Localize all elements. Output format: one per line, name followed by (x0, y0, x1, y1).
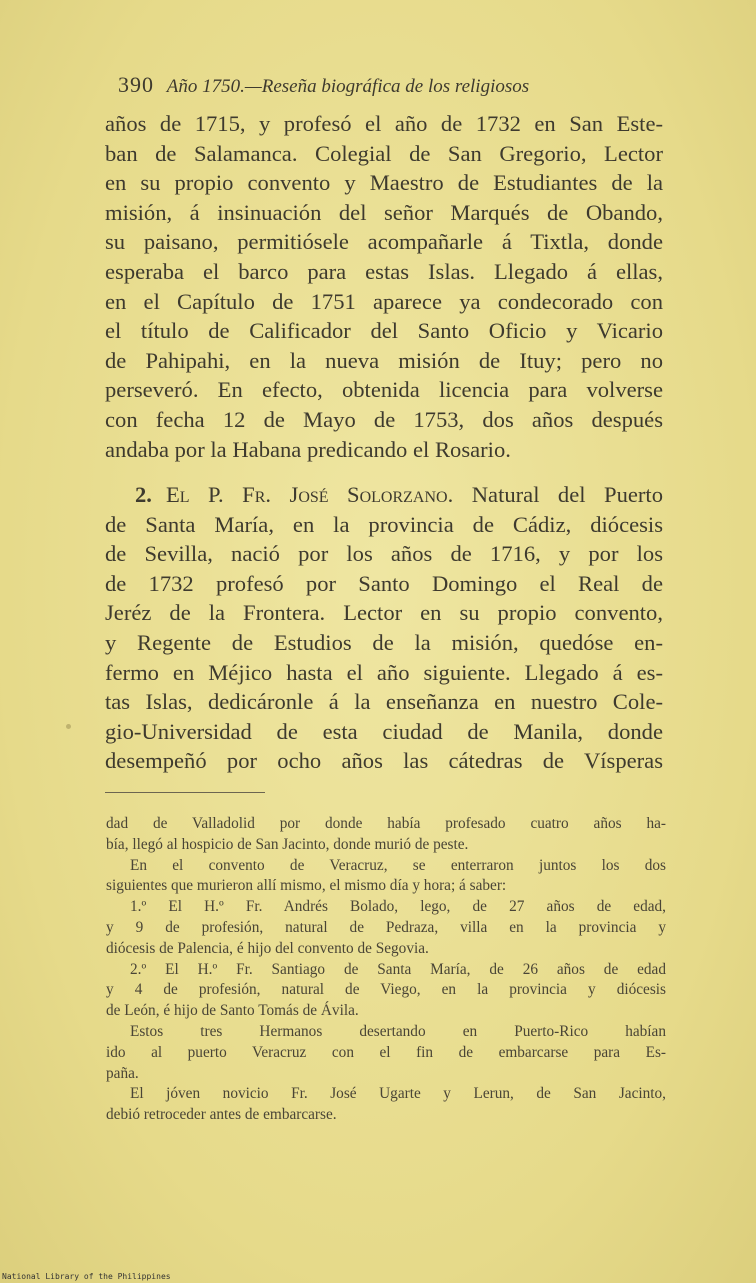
margin-mark (66, 724, 71, 729)
footnote-line: y 9 de profesión, natural de Pedraza, villa en la provincia y (106, 918, 666, 936)
footnote-line: siguientes que murieron allí mismo, el mismo día y hora; á saber: (106, 877, 507, 895)
text-line: años de 1715, y profesó el año de 1732 en San Este- (105, 111, 663, 136)
text-line: su paisano, permitiósele acompañarle á Tixtla, donde (105, 229, 663, 255)
footnotes (106, 814, 666, 1126)
entry-number: 2. (135, 482, 152, 507)
entry-title: El P. Fr. José Solorzano. (165, 482, 454, 507)
footnote-line: 1.º El H.º Fr. Andrés Bolado, lego, de 27 años de edad, (130, 898, 666, 916)
footnote-line: de León, é hijo de Santo Tomás de Ávila. (106, 1002, 359, 1020)
text-line: de Pahipahi, en la nueva misión de Ituy; pero no (105, 347, 663, 373)
text-line: de Sevilla, nació por los años de 1716, y por los (105, 541, 663, 567)
text-line: fermo en Méjico hasta el año siguiente. Llegado á es- (105, 659, 663, 685)
text-line: de 1732 profesó por Santo Domingo el Real de (105, 570, 663, 596)
text-line: el título de Calificador del Santo Oficio y Vicario (105, 318, 663, 344)
paragraph-solorzano (105, 480, 663, 776)
text-line: tas Islas, dedicáronle á la enseñanza en nuestro Cole- (105, 689, 663, 715)
footnote-divider (105, 792, 265, 793)
text-line: perseveró. En efecto, obtenida licencia para volverse (105, 377, 663, 403)
text-line: andaba por la Habana predicando el Rosario. (105, 436, 511, 462)
footnote-line: y 4 de profesión, natural de Viego, en la provincia y diócesis (106, 981, 666, 999)
page-header (118, 72, 529, 98)
text-line: y Regente de Estudios de la misión, quedóse en- (105, 629, 663, 655)
text-line: desempeñó por ocho años las cátedras de Vísperas (105, 748, 663, 774)
text-line: Jeréz de la Frontera. Lector en su propio convento, (105, 600, 663, 626)
text-line: con fecha 12 de Mayo de 1753, dos años después (105, 406, 663, 432)
footnote-line: El jóven novicio Fr. José Ugarte y Lerun, de San Jacinto, (130, 1085, 666, 1103)
text-line: en el Capítulo de 1751 aparece ya condecorado con (105, 288, 663, 314)
library-watermark: National Library of the Philippines (2, 1272, 171, 1281)
footnote-line: debió retroceder antes de embarcarse. (106, 1106, 337, 1124)
footnote-line: 2.º El H.º Fr. Santiago de Santa María, de 26 años de edad (130, 960, 666, 978)
footnote-line: ido al puerto Veracruz con el fin de embarcarse para Es- (106, 1043, 666, 1061)
paragraph-continuation (105, 109, 663, 464)
paragraph-first-line (105, 480, 663, 510)
footnote-line: dad de Valladolid por donde había profesado cuatro años ha- (106, 815, 666, 832)
text-line: esperaba el barco para estas Islas. Llegado á ellas, (105, 258, 663, 284)
entry-first-line-rest: Natural del Puerto (471, 482, 663, 507)
paragraph-lines (105, 510, 663, 776)
footnote-line: paña. (106, 1064, 139, 1082)
footnote-line: bía, llegó al hospicio de San Jacinto, donde murió de peste. (106, 835, 469, 853)
page-number: 390 (118, 72, 154, 97)
text-line: ban de Salamanca. Colegial de San Gregorio, Lector (105, 140, 663, 166)
footnote-line: diócesis de Palencia, é hijo del convento de Segovia. (106, 939, 429, 957)
running-title: Año 1750.—Reseña biográfica de los religiosos (166, 76, 530, 97)
text-line: de Santa María, en la provincia de Cádiz, diócesis (105, 511, 663, 537)
text-line: gio-Universidad de esta ciudad de Manila, donde (105, 718, 663, 744)
footnote-line: En el convento de Veracruz, se enterraron juntos los dos (130, 856, 666, 874)
footnote-line: Estos tres Hermanos desertando en Puerto-Rico habían (130, 1022, 666, 1040)
text-line: en su propio convento y Maestro de Estudiantes de la (105, 170, 663, 196)
text-line: misión, á insinuación del señor Marqués de Obando, (105, 199, 663, 225)
